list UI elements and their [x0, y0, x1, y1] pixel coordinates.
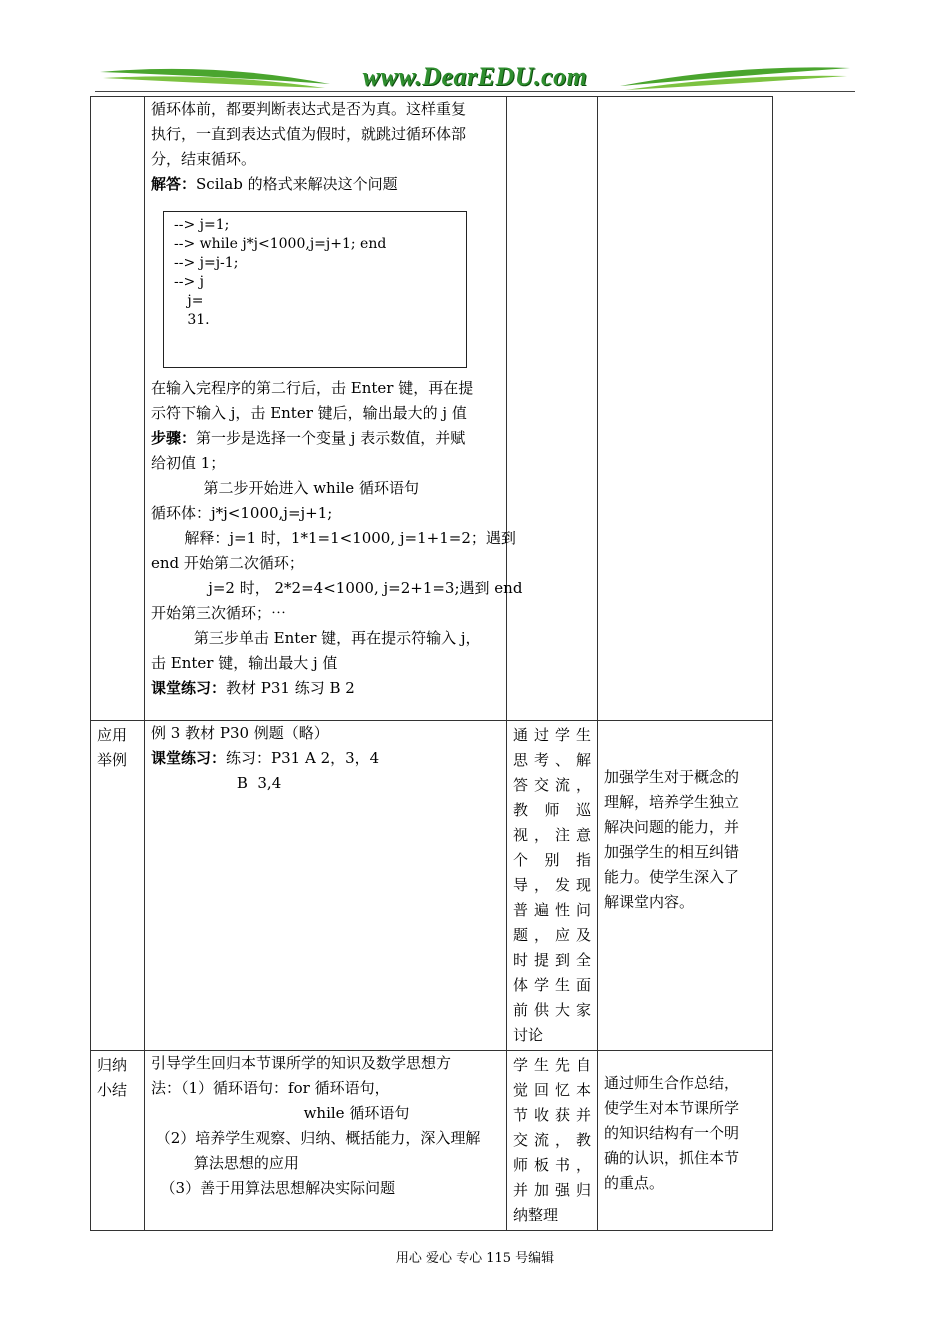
- answer-label: 解答：: [151, 175, 197, 193]
- purpose-line-2: 理解，培养学生独立: [604, 793, 740, 811]
- example-practice-label: 课堂练习：: [151, 749, 227, 767]
- intro-line-1: 循环体前，都要判断表达式是否为真。这样重复: [151, 100, 467, 118]
- summary-purpose-line-2: 使学生对本节课所学: [604, 1099, 740, 1117]
- summary-line-1: 引导学生回归本节课所学的知识及数学思想方: [151, 1054, 452, 1072]
- steps-line-2: 给初值 1；: [151, 454, 226, 472]
- steps-line-4: 循环体：j*j<1000,j=j+1;: [151, 504, 333, 522]
- content-cell-example: [145, 721, 507, 1051]
- purpose-cell-summary: [598, 1051, 773, 1231]
- content-cell-while-loop: [145, 97, 523, 721]
- student-line-1: 通过学生: [513, 726, 591, 744]
- code-line-5: j=: [174, 293, 204, 309]
- steps-first-text: 第一步是选择一个变量 j 表示数值，并赋: [196, 429, 466, 447]
- steps-line-8: 开始第三次循环；⋯: [151, 604, 287, 622]
- header-rule: [95, 91, 855, 92]
- summary-line-4: （2）培养学生观察、归纳、概括能力，深入理解: [151, 1129, 481, 1147]
- student-line-13: 讨论: [513, 1026, 544, 1044]
- intro-line-2: 执行，一直到表达式值为假时，就跳过循环体部: [151, 125, 467, 143]
- page-footer: 用心 爱心 专心 115 号编辑: [395, 1251, 555, 1266]
- summary-student-line-3: 节收获并: [513, 1106, 591, 1124]
- purpose-cell-example: [598, 721, 773, 1051]
- summary-line-3: while 循环语句: [151, 1104, 410, 1122]
- code-line-2: --> while j*j<1000,j=j+1; end: [174, 236, 387, 252]
- code-line-1: --> j=1;: [174, 217, 230, 233]
- section-cell-example: [91, 721, 145, 1051]
- summary-purpose-line-5: 的重点。: [604, 1174, 665, 1192]
- steps-line-10: 击 Enter 键，输出最大 j 值: [151, 654, 338, 672]
- table-row-summary: [91, 1051, 773, 1231]
- site-logo[interactable]: www.DearEDU.com: [362, 62, 588, 91]
- student-cell-empty: [507, 97, 598, 721]
- after-code-line-1: 在输入完程序的第二行后，击 Enter 键，再在提: [151, 379, 474, 397]
- student-line-11: 体学生面: [513, 976, 591, 994]
- table-row-while-loop: [91, 97, 773, 721]
- summary-student-line-4: 交流，教: [513, 1131, 591, 1149]
- student-line-9: 题，应及: [513, 926, 591, 944]
- summary-purpose-line-3: 的知识结构有一个明: [604, 1124, 740, 1142]
- code-line-3: --> j=j-1;: [174, 255, 239, 271]
- section-cell-empty: [91, 97, 145, 721]
- example-line-1: 例 3 教材 P30 例题（略）: [151, 724, 329, 742]
- purpose-line-6: 解课堂内容。: [604, 893, 695, 911]
- page-header: [95, 58, 855, 94]
- practice-text: 教材 P31 练习 B 2: [226, 679, 355, 697]
- purpose-line-1: 加强学生对于概念的: [604, 768, 740, 786]
- student-line-6: 个 别 指: [513, 851, 591, 869]
- content-cell-summary: [145, 1051, 507, 1231]
- summary-section-label-2: 小结: [97, 1081, 128, 1099]
- table-row-example: [91, 721, 773, 1051]
- practice-line: [151, 676, 500, 701]
- practice-label: 课堂练习：: [151, 679, 227, 697]
- answer-text: Scilab 的格式来解决这个问题: [196, 175, 398, 193]
- steps-line-9: 第三步单击 Enter 键，再在提示符输入 j，: [151, 629, 481, 647]
- section-cell-summary: [91, 1051, 145, 1231]
- summary-student-line-7: 纳整理: [513, 1206, 559, 1224]
- student-cell-summary: [507, 1051, 598, 1231]
- intro-line-3: 分，结束循环。: [151, 150, 257, 168]
- purpose-line-4: 加强学生的相互纠错: [604, 843, 740, 861]
- steps-line-5: 解释：j=1 时，1*1=1<1000, j=1+1=2；遇到: [151, 529, 516, 547]
- example-practice-line: [151, 746, 500, 771]
- example-practice-line-2: B 3,4: [151, 774, 282, 792]
- student-line-3: 答交流，: [513, 776, 591, 794]
- summary-section-label-1: 归纳: [97, 1056, 128, 1074]
- code-line-6: 31.: [174, 312, 210, 328]
- student-line-4: 教 师 巡: [513, 801, 591, 819]
- summary-purpose-line-1: 通过师生合作总结，: [604, 1074, 740, 1092]
- summary-student-line-5: 师板书，: [513, 1156, 591, 1174]
- summary-line-6: （3）善于用算法思想解决实际问题: [151, 1179, 396, 1197]
- summary-student-line-6: 并加强归: [513, 1181, 591, 1199]
- student-cell-example: [507, 721, 598, 1051]
- lesson-plan-table: [90, 96, 773, 1231]
- summary-student-line-1: 学生先自: [513, 1056, 591, 1074]
- after-code-line-2: 示符下输入 j，击 Enter 键后，输出最大的 j 值: [151, 404, 467, 422]
- answer-line: [151, 172, 500, 197]
- steps-line-6: end 开始第二次循环；: [151, 554, 304, 572]
- purpose-line-3: 解决问题的能力，并: [604, 818, 740, 836]
- student-line-8: 普遍性问: [513, 901, 591, 919]
- steps-line-3: 第二步开始进入 while 循环语句: [151, 479, 419, 497]
- purpose-line-5: 能力。使学生深入了: [604, 868, 740, 886]
- student-line-5: 视，注意: [513, 826, 591, 844]
- summary-line-5: 算法思想的应用: [151, 1154, 299, 1172]
- student-line-2: 思考、解: [513, 751, 591, 769]
- steps-label: 步骤：: [151, 429, 197, 447]
- summary-student-line-2: 觉回忆本: [513, 1081, 591, 1099]
- student-line-10: 时提到全: [513, 951, 591, 969]
- student-line-12: 前供大家: [513, 1001, 591, 1019]
- code-line-4: --> j: [174, 274, 204, 290]
- steps-line: [151, 426, 500, 451]
- steps-line-7: j=2 时， 2*2=4<1000, j=2+1=3;遇到 end: [151, 579, 523, 597]
- code-box: [163, 211, 467, 368]
- summary-line-2: 法：（1）循环语句：for 循环语句，: [151, 1079, 390, 1097]
- section-label-2: 举例: [97, 751, 128, 769]
- example-practice-text: 练习：P31 A 2，3，4: [226, 749, 380, 767]
- section-label-1: 应用: [97, 726, 128, 744]
- student-line-7: 导，发现: [513, 876, 591, 894]
- purpose-cell-empty: [598, 97, 773, 721]
- summary-purpose-line-4: 确的认识，抓住本节: [604, 1149, 740, 1167]
